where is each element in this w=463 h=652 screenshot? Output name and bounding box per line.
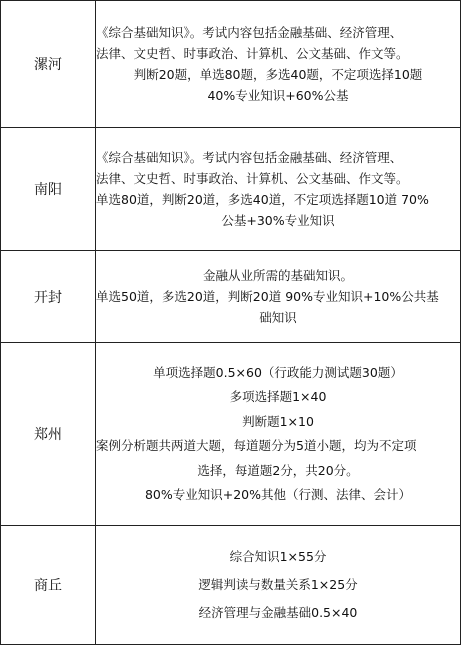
table-row [1,526,461,645]
content-cell [96,526,461,645]
content-line: 判断20题，单选80题，多选40题，不定项选择10题 [133,67,423,82]
table-row [1,1,461,128]
city-cell: 郑州 [1,343,96,526]
content-line: 法律、文史哲、时事政治、计算机、公文基础、作文等。 [96,46,409,61]
content-line: 逻辑判读与数量关系1×25分 [198,577,358,592]
table-row [1,128,461,251]
content-line: 公基+30%专业知识 [221,213,335,228]
content-cell [96,128,461,251]
content-line: 单选50道，多选20道，判断20道 90%专业知识+10%公共基 [96,289,439,304]
content-line: 选择，每道题2分，共20分。 [197,462,359,478]
content-line: 法律、文史哲、时事政治、计算机、公文基础、作文等。 [96,171,409,186]
content-cell [96,343,461,526]
city-cell: 开封 [1,251,96,343]
content-line: 础知识 [259,310,297,325]
content-line: 《综合基础知识》。考试内容包括金融基础、经济管理、 [96,25,403,40]
city-cell: 商丘 [1,526,96,645]
content-line: 单项选择题0.5×60（行政能力测试题30题） [153,364,403,380]
content-line: 综合知识1×55分 [229,549,327,564]
content-line: 经济管理与金融基础0.5×40 [198,605,358,620]
content-line: 多项选择题1×40 [229,389,327,404]
content-line: 《综合基础知识》。考试内容包括金融基础、经济管理、 [96,150,403,165]
content-line: 40%专业知识+60%公基 [207,88,349,103]
content-line: 判断题1×10 [242,413,314,429]
content-line: 案例分析题共两道大题，每道题分为5道小题，均为不定项 [96,438,417,453]
content-line: 金融从业所需的基础知识。 [202,268,353,283]
city-cell: 漯河 [1,1,96,128]
content-line: 单选80道，判断20道，多选40道，不定项选择题10道 70% [96,192,429,207]
table-row [1,251,461,343]
content-line: 80%专业知识+20%其他（行测、法律、会计） [144,487,412,502]
city-cell: 南阳 [1,128,96,251]
content-cell [96,1,461,128]
content-cell [96,251,461,343]
table-row [1,343,461,526]
